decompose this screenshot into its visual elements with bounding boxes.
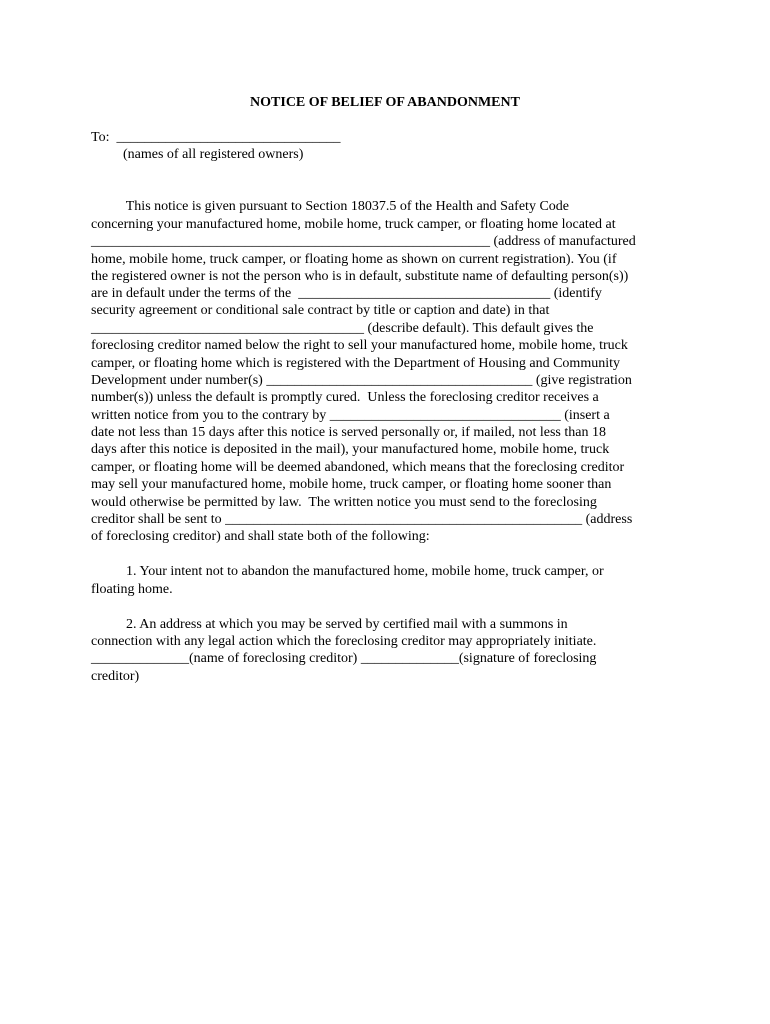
item-2-line: creditor) [91, 669, 140, 684]
body-line: camper, or floating home will be deemed abandoned, which means that the foreclosing creditor [91, 460, 625, 475]
body-line: would otherwise be permitted by law. The written notice you must send to the foreclosing [91, 495, 597, 510]
signature-line: ______________(name of foreclosing creditor) ______________(signature of foreclosing [91, 651, 597, 666]
document-title: NOTICE OF BELIEF OF ABANDONMENT [250, 95, 520, 110]
item-2-line: connection with any legal action which the foreclosing creditor may appropriately initiate. [91, 634, 597, 649]
item-2-line: 2. An address at which you may be served by certified mail with a summons in [91, 617, 568, 632]
body-line: Development under number(s) ______________________________________ (give registration [91, 373, 632, 388]
to-line: To: ________________________________ [91, 130, 341, 145]
body-line: This notice is given pursuant to Section 18037.5 of the Health and Safety Code [91, 199, 569, 214]
body-line: camper, or floating home which is registered with the Department of Housing and Community [91, 356, 620, 371]
to-caption: (names of all registered owners) [123, 147, 304, 162]
body-line: date not less than 15 days after this notice is served personally or, if mailed, not less than 18 [91, 425, 606, 440]
body-line: days after this notice is deposited in the mail), your manufactured home, mobile home, truck [91, 442, 610, 457]
body-line: security agreement or conditional sale contract by title or caption and date) in that [91, 303, 550, 318]
body-line: of foreclosing creditor) and shall state both of the following: [91, 529, 430, 544]
body-line: the registered owner is not the person who is in default, substitute name of defaulting person(s)) [91, 269, 629, 284]
body-line: are in default under the terms of the ____________________________________ (identify [91, 286, 602, 301]
item-1-line: floating home. [91, 582, 173, 597]
body-line: home, mobile home, truck camper, or floating home as shown on current registration). You (if [91, 252, 617, 267]
body-line: _______________________________________ (describe default). This default gives the [91, 321, 594, 336]
body-line: number(s)) unless the default is promptly cured. Unless the foreclosing creditor receives a [91, 390, 599, 405]
body-line: _________________________________________________________ (address of manufactured [91, 234, 636, 249]
item-1-line: 1. Your intent not to abandon the manufactured home, mobile home, truck camper, or [91, 564, 604, 579]
body-line: may sell your manufactured home, mobile home, truck camper, or floating home sooner than [91, 477, 612, 492]
body-line: creditor shall be sent to ___________________________________________________ (address [91, 512, 633, 527]
body-line: written notice from you to the contrary by _________________________________ (insert a [91, 408, 610, 423]
body-line: concerning your manufactured home, mobile home, truck camper, or floating home located at [91, 217, 616, 232]
body-line: foreclosing creditor named below the right to sell your manufactured home, mobile home, truck [91, 338, 628, 353]
